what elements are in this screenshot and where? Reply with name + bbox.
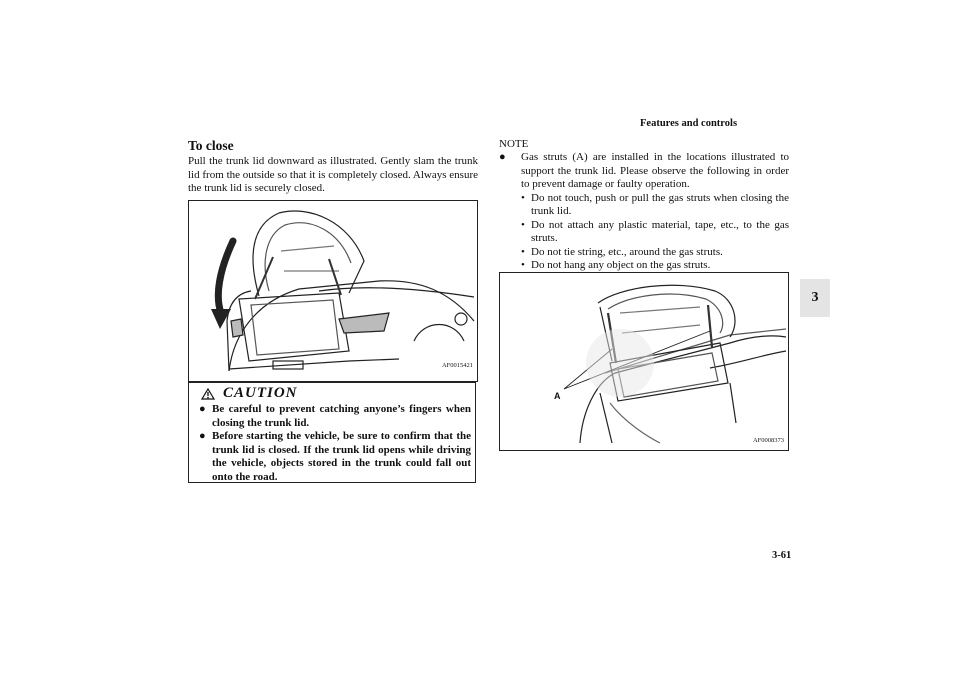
caution-box <box>188 382 476 483</box>
note-main-item <box>499 151 789 192</box>
note-subitem <box>521 219 789 246</box>
section-heading-to-close: To close <box>188 138 234 153</box>
bullet-icon: ● <box>499 151 506 163</box>
to-close-paragraph: Pull the trunk lid downward as illustrated. Gently slam the trunk lid from the outside so that it is completely closed. Always ensure the trunk lid is securely closed. <box>188 155 478 194</box>
strut-label-a: A <box>554 391 561 401</box>
figure-close-trunk <box>188 200 478 382</box>
note-subitem-text: Do not touch, push or pull the gas struts when closing the trunk lid. <box>531 191 789 217</box>
caution-item <box>199 430 471 484</box>
caution-item <box>199 403 471 430</box>
note-subitem-text: Do not attach any plastic material, tape, etc., to the gas struts. <box>531 218 789 244</box>
header-title: Features and controls <box>640 118 738 129</box>
page-number: 3-61 <box>772 550 792 561</box>
note-subitem-text: Do not tie string, etc., around the gas struts. <box>531 245 723 258</box>
bullet-icon: ● <box>199 430 206 442</box>
note-subitem <box>521 259 789 273</box>
note-subitem-text: Do not hang any object on the gas struts. <box>531 259 711 271</box>
caution-list <box>199 403 471 484</box>
caution-title: CAUTION <box>223 385 298 401</box>
dot-icon: • <box>521 259 525 271</box>
caution-header <box>201 385 298 402</box>
gas-struts-illustration <box>500 273 788 450</box>
note-list <box>499 151 789 273</box>
dot-icon: • <box>521 245 525 258</box>
dot-icon: • <box>521 218 525 231</box>
caution-item-text: Be careful to prevent catching anyone’s fingers when closing the trunk lid. <box>212 403 471 429</box>
caution-item-text: Before starting the vehicle, be sure to confirm that the trunk lid is closed. If the trunk lid opens while driving the vehicle, objects stored in the trunk could fall out onto the road. <box>212 430 471 483</box>
note-subitem <box>521 246 789 260</box>
note-sublist <box>521 192 789 273</box>
note-label: NOTE <box>499 138 529 150</box>
figure1-code: AF0015421 <box>441 362 473 369</box>
trunk-close-illustration <box>189 201 477 381</box>
bullet-icon: ● <box>199 403 206 415</box>
figure-gas-struts <box>499 272 789 451</box>
chapter-tab: 3 <box>800 279 830 317</box>
note-main-text: Gas struts (A) are installed in the locations illustrated to support the trunk lid. Please observe the following in order to prevent damage or faulty operation. <box>521 151 789 190</box>
dot-icon: • <box>521 191 525 204</box>
note-subitem <box>521 192 789 219</box>
warning-triangle-icon <box>201 388 215 400</box>
figure2-code: AF0008373 <box>752 437 784 444</box>
